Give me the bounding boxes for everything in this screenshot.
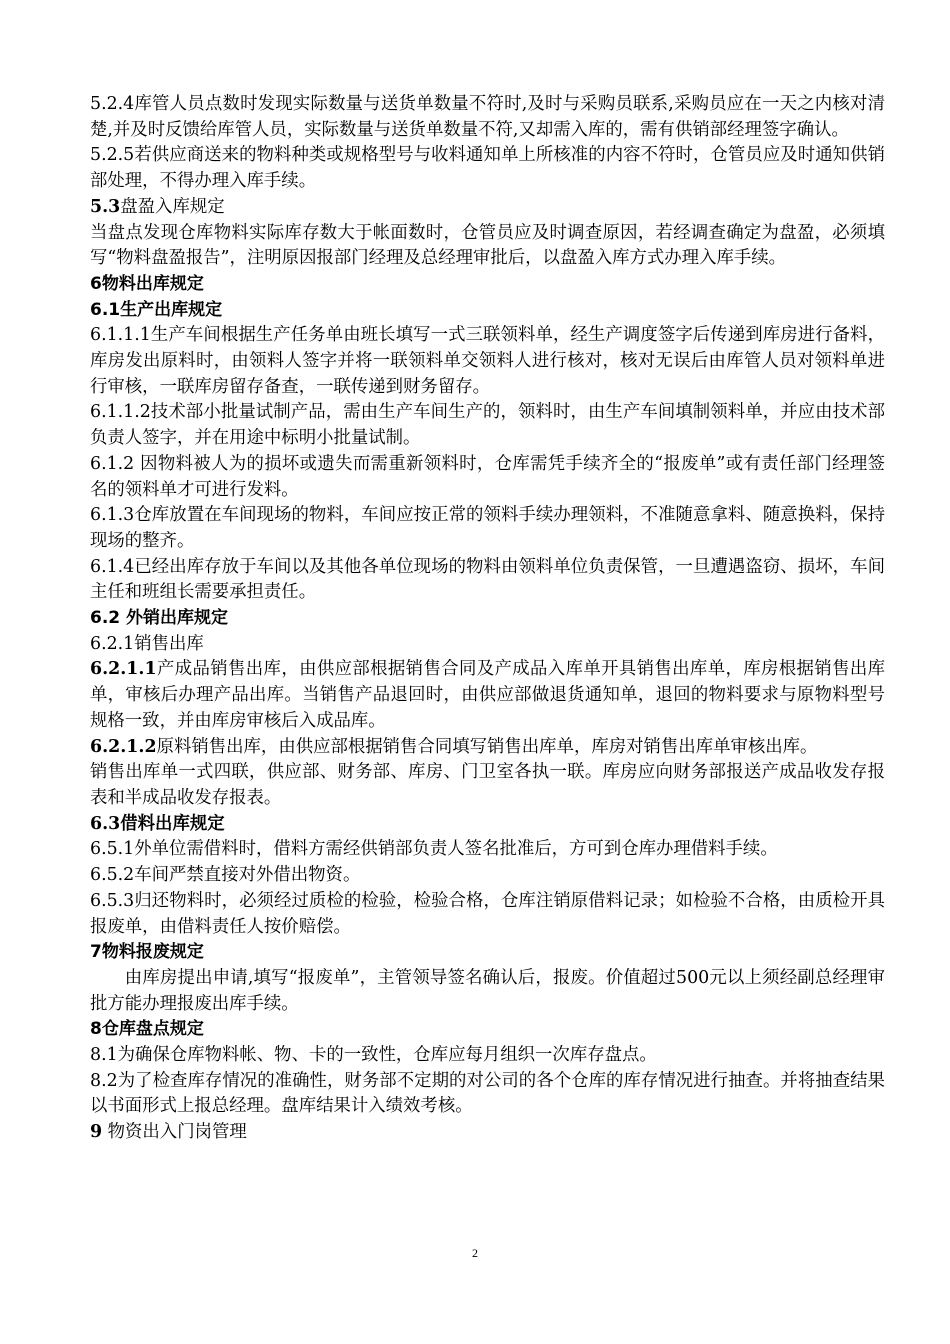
heading-6-3 bbox=[90, 812, 885, 838]
heading-number: 5.3 bbox=[90, 196, 121, 217]
paragraph-8-2: 8.2为了检查库存情况的准确性，财务部不定期的对公司的各个仓库的库存情况进行抽查。并将抽查结果以书面形式上报总经理。盘库结果计入绩效考核。 bbox=[90, 1070, 885, 1117]
clause-text: 产成品销售出库，由供应部根据销售合同及产成品入库单开具销售出库单，库房根据销售出库单，审核后办理产品出库。当销售产品退回时，由供应部做退货通知单，退回的物料要求与原物料型号规格一致，并由库房审核后入成品库。 bbox=[90, 659, 885, 731]
paragraph-6-5-1: 6.5.1外单位需借料时，借料方需经供销部负责人签名批准后，方可到仓库办理借料手续。 bbox=[90, 839, 778, 860]
heading-text: 物资出入门岗管理 bbox=[102, 1122, 247, 1143]
heading-text: 盘盈入库规定 bbox=[120, 196, 225, 217]
paragraph-6-2-1-2 bbox=[90, 735, 885, 761]
paragraph-6-5-3: 6.5.3归还物料时，必须经过质检的检验，检验合格，仓库注销原借料记录；如检验不合格，由质检开具报废单，由借料责任人按价赔偿。 bbox=[90, 890, 885, 937]
paragraph-6-5-2: 6.5.2车间严禁直接对外借出物资。 bbox=[90, 865, 361, 886]
heading-number: 9 bbox=[90, 1122, 103, 1143]
paragraph-scrap: 由库房提出申请,填写“报废单”，主管领导签名确认后，报废。价值超过500元以上须经副总经理审批方能办理报废出库手续。 bbox=[90, 967, 885, 1014]
paragraph-8-1: 8.1为确保仓库物料帐、物、卡的一致性，仓库应每月组织一次库存盘点。 bbox=[90, 1045, 657, 1066]
clause-number: 6.2.1.1 bbox=[90, 659, 157, 680]
heading-text: 借料出库规定 bbox=[120, 813, 225, 834]
heading-5-3 bbox=[90, 195, 885, 221]
paragraph-6-1-3: 6.1.3仓库放置在车间现场的物料，车间应按正常的领料手续办理领料，不准随意拿料、随意换料，保持现场的整齐。 bbox=[90, 505, 885, 551]
paragraph-6-1-2: 6.1.2 因物料被人为的损坏或遗失而需重新领料时，仓库需凭手续齐全的“报废单”或有责任部门经理签名的领料单才可进行发料。 bbox=[90, 453, 885, 500]
heading-number: 6.3 bbox=[90, 813, 121, 834]
clause-text: 原料销售出库，由供应部根据销售合同填写销售出库单，库房对销售出库单审核出库。 bbox=[156, 736, 818, 757]
heading-9 bbox=[90, 1120, 885, 1146]
paragraph-6-2-1: 6.2.1销售出库 bbox=[90, 633, 204, 654]
heading-6-2: 6.2 外销出库规定 bbox=[90, 608, 229, 629]
heading-7: 7物料报废规定 bbox=[90, 942, 204, 963]
page-number: 2 bbox=[472, 1246, 478, 1260]
heading-8: 8仓库盘点规定 bbox=[90, 1019, 204, 1040]
clause-number: 6.2.1.2 bbox=[90, 736, 157, 757]
paragraph-5-2-4: 5.2.4库管人员点数时发现实际数量与送货单数量不符时,及时与采购员联系,采购员应在一天之内核对清楚,并及时反馈给库管人员，实际数量与送货单数量不符,又却需入库的，需有供销部经理签字确认。 bbox=[90, 94, 885, 140]
paragraph-6-1-1-2: 6.1.1.2技术部小批量试制产品，需由生产车间生产的，领料时，由生产车间填制领料单，并应由技术部负责人签字，并在用途中标明小批量试制。 bbox=[90, 402, 885, 449]
heading-6: 6物料出库规定 bbox=[90, 273, 204, 294]
heading-6-1: 6.1生产出库规定 bbox=[90, 299, 223, 320]
paragraph-6-1-1-1: 6.1.1.1生产车间根据生产任务单由班长填写一式三联领料单，经生产调度签字后传递到库房进行备料，库房发出原料时，由领料人签字并将一联领料单交领料人进行核对，核对无误后由库管人员对领料单进行审核，一联库房留存备查，一联传递到财务留存。 bbox=[90, 325, 885, 397]
paragraph-6-2-1-1 bbox=[90, 657, 885, 734]
document-body bbox=[90, 92, 885, 1146]
paragraph-5-2-5: 5.2.5若供应商送来的物料种类或规格型号与收料通知单上所核准的内容不符时，仓管员应及时通知供销部处理，不得办理入库手续。 bbox=[90, 145, 885, 192]
paragraph-sales-slip: 销售出库单一式四联，供应部、财务部、库房、门卫室各执一联。库房应向财务部报送产成品收发存报表和半成品收发存报表。 bbox=[90, 762, 885, 808]
paragraph-6-1-4: 6.1.4已经出库存放于车间以及其他各单位现场的物料由领料单位负责保管，一旦遭遇盗窃、损坏，车间主任和班组长需要承担责任。 bbox=[90, 556, 885, 603]
paragraph-inventory-surplus: 当盘点发现仓库物料实际库存数大于帐面数时，仓管员应及时调查原因，若经调查确定为盘盈，必须填写“物料盘盈报告”，注明原因报部门经理及总经理审批后，以盘盈入库方式办理入库手续。 bbox=[90, 222, 885, 269]
